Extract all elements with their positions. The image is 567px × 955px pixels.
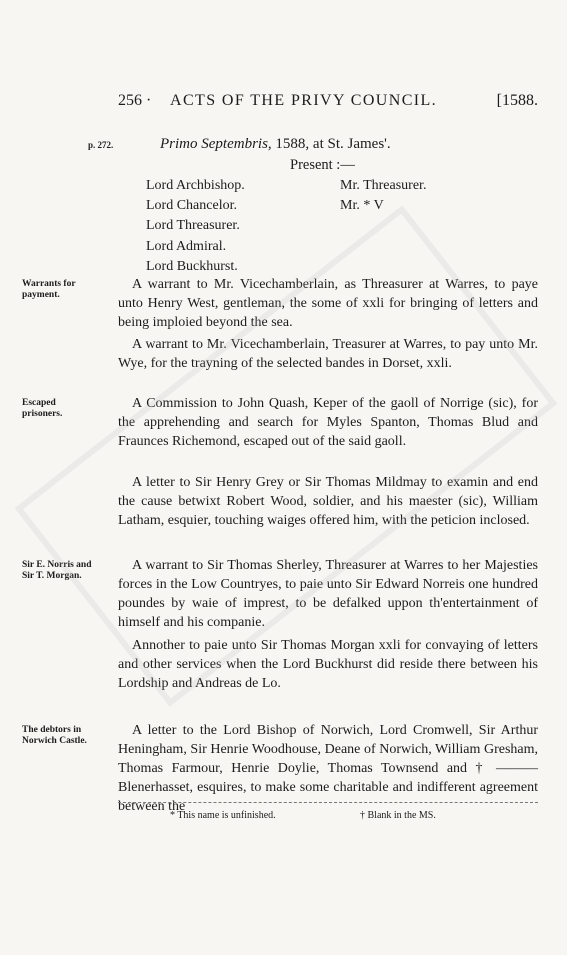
- attendee: Lord Chancelor.: [146, 198, 237, 214]
- margin-note-escaped: Escaped prisoners.: [22, 398, 63, 419]
- footnote-blank: † Blank in the MS.: [360, 810, 436, 821]
- running-title: ACTS OF THE PRIVY COUNCIL.: [170, 92, 438, 109]
- attendee: Lord Buckhurst.: [146, 258, 238, 274]
- page-number: 256 ·: [118, 92, 152, 109]
- attendees-right: [340, 176, 426, 216]
- attendees-left: [146, 176, 245, 277]
- paragraph-commission-quash: A Commission to John Quash, Keper of the gaoll of Norrige (sic), for the apprehending and search for Myles Spanton, Thomas Blud and Fraunces Richemond, escaped out of the said gaoll.: [118, 396, 538, 449]
- footnote-rule: [118, 802, 538, 803]
- paragraph-warrant-sherley: A warrant to Sir Thomas Sherley, Threasurer at Warres to her Majesties forces in the Low Countryes, to paie unto Sir Edward Norreis one hundred poundes by waie of imprest, to be defalked uppon th'entertainment of himself and his companie.: [118, 558, 538, 630]
- paragraph-letter-bishop: A letter to the Lord Bishop of Norwich, Lord Cromwell, Sir Arthur Heningham, Sir Henrie Woodhouse, Deane of Norwich, William Gresham, Thomas Farmour, Henrie Doylie, Thomas Townsend and † ——— Blenerhasset, esquires, to make some charitable and indifferent agreement between the: [118, 723, 538, 814]
- present-label: Present :—: [290, 157, 355, 173]
- attendee: Mr. * V: [340, 198, 384, 214]
- meeting-heading: [160, 136, 391, 153]
- meeting-place: 1588, at St. James'.: [271, 136, 391, 152]
- running-year: [1588.: [496, 92, 538, 109]
- attendee: Mr. Threasurer.: [340, 178, 427, 193]
- paragraph-letter-grey: A letter to Sir Henry Grey or Sir Thomas Mildmay to examin and end the cause betwixt Robert Wood, soldier, and his maester (sic), William Latham, esquier, touching waiges offered him, with the peticion inclosed.: [118, 475, 538, 528]
- original-page-ref: p. 272.: [88, 140, 114, 150]
- paragraph-morgan: Annother to paie unto Sir Thomas Morgan xxli for convaying of letters and other services when the Lord Buckhurst did reside there between his Lordship and Andreas de Lo.: [118, 638, 538, 691]
- margin-note-norris: Sir E. Norris and Sir T. Morgan.: [22, 560, 92, 581]
- attendee: Lord Threasurer.: [146, 218, 240, 234]
- margin-note-warrants: Warrants for payment.: [22, 279, 76, 300]
- margin-note-debtors: The debtors in Norwich Castle.: [22, 725, 87, 746]
- running-header: [118, 92, 538, 114]
- attendee: Lord Archbishop.: [146, 178, 245, 193]
- paragraph-warrant-west: A warrant to Mr. Vicechamberlain, as Threasurer at Warres, to paye unto Henry West, gentleman, the some of xxli for bringing of letters and being imploied beyond the sea.: [118, 277, 538, 330]
- attendee: Lord Admiral.: [146, 238, 227, 254]
- footnote-unfinished: * This name is unfinished.: [170, 810, 276, 821]
- meeting-date: Primo Septembris,: [160, 136, 272, 152]
- paragraph-warrant-wye: A warrant to Mr. Vicechamberlain, Treasurer at Warres, to pay unto Mr. Wye, for the trayning of the selected bandes in Dorset, xxli.: [118, 337, 538, 371]
